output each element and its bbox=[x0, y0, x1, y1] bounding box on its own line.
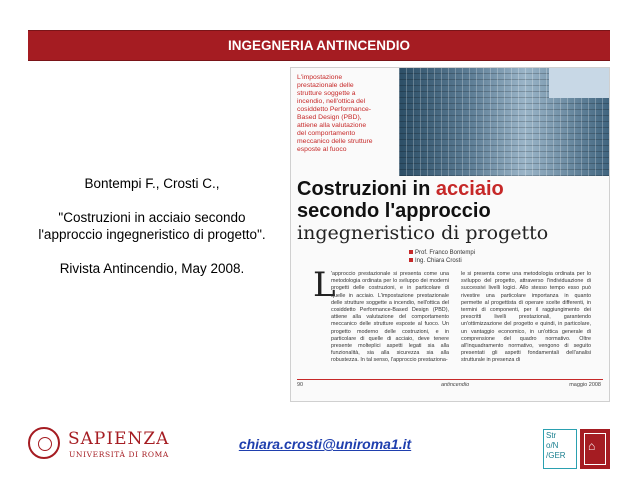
article-issue: maggio 2008 bbox=[569, 382, 601, 388]
article-headline-2: secondo l'approccio bbox=[297, 200, 491, 222]
email-link[interactable]: chiara.crosti@uniroma1.it bbox=[238, 436, 412, 452]
sapienza-name: SAPIENZA bbox=[68, 429, 170, 449]
article-headline-red: acciaio bbox=[435, 178, 504, 200]
article-dropcap: L bbox=[313, 265, 336, 305]
article-author-1: Prof. Franco Bontempi bbox=[415, 250, 476, 256]
strongger-line-1: Str bbox=[546, 431, 557, 440]
citation-title: "Costruzioni in acciaio secondo l'approccio ingegneristico di progetto". bbox=[38, 210, 266, 242]
department-logo-icon: ⌂ bbox=[580, 429, 610, 469]
article-page-number: 90 bbox=[297, 382, 304, 388]
citation-authors: Bontempi F., Crosti C., bbox=[84, 176, 220, 191]
header-bar bbox=[28, 30, 610, 61]
article-headline-1: Costruzioni in acciaio bbox=[297, 178, 504, 200]
article-headline-3: ingegneristico di progetto bbox=[297, 222, 549, 244]
article-footer-rule bbox=[297, 379, 603, 380]
citation-block bbox=[28, 175, 276, 294]
sapienza-logo bbox=[28, 425, 188, 465]
article-author-2: Ing. Chiara Crosti bbox=[415, 258, 462, 264]
citation-source: Rivista Antincendio, May 2008. bbox=[59, 261, 245, 276]
article-column-1: 'approccio prestazionale si presenta come una metodologia ordinata per lo sviluppo dei moderni progetti delle costruzioni, e in particolare di quelle in acciaio. L'impostazione prestazionale delle strutture soggette a incendio, nell'ottica del cosiddetto Performance-Based Design (PBD), attiene alla valutazione del comportamento meccanico delle strutture esposte al fuoco. Un progetto moderno delle costruzioni, e in particolare di quelle di acciaio, deve tenere presente molteplici aspetti legati sia alla funzionalità, sia alla sicurezza sia alla robustezza. In tal senso, l'approccio prestaziona- bbox=[331, 271, 449, 364]
sapienza-seal-icon bbox=[28, 427, 60, 459]
article-column-2: le si presenta come una metodologia ordinata per lo sviluppo del progetto, attraverso l'individuazione di successivi livelli logici. Allo stesso tempo esso può rivestire una particolare importanza in quanto permette al progettista di operare scelte differenti, in termini di componenti, per il raggiungimento dei prescritti livelli prestazionali, garantendo un'ottimizzazione del progetto e quindi, in particolare, un vantaggio economico, in un'ottica generale di comprensione del quadro normativo. Oltre all'inquadramento normativo, vengono di seguito presentati gli aspetti fondamentali dell'analisi strutturale in presenza di bbox=[461, 271, 591, 364]
strongger-logo bbox=[543, 429, 577, 469]
sapienza-subtitle: UNIVERSITÀ DI ROMA bbox=[69, 450, 169, 459]
strongger-line-2: o/N bbox=[546, 441, 559, 450]
building-photo bbox=[399, 68, 609, 176]
article-authors bbox=[409, 249, 475, 265]
article-magazine: antincendio bbox=[441, 382, 470, 388]
header-title: INGEGNERIA ANTINCENDIO bbox=[227, 38, 410, 53]
article-thumbnail bbox=[290, 67, 610, 402]
article-intro: L'impostazione prestazionale delle strutture soggette a incendio, nell'ottica del cosiddetto Performance-Based Design (PBD), attiene alla valutazione del comportamento meccanico delle strutture esposte al fuoco bbox=[297, 74, 373, 153]
strongger-line-3: /GER bbox=[546, 451, 566, 460]
